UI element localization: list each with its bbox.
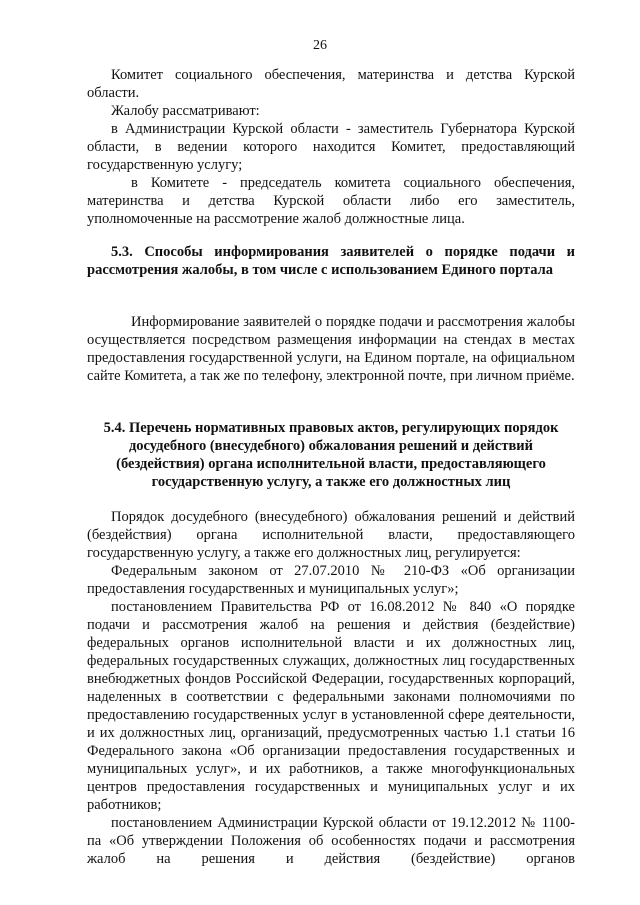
section-5-3-heading: 5.3. Способы информирования заявителей о порядке подачи и рассмотрения жалобы, в том числе с использованием Единого портала xyxy=(87,244,575,278)
section-5-3-body xyxy=(87,313,575,385)
section-5-3 xyxy=(87,243,575,279)
paragraph-informing: Информирование заявителей о порядке подачи и рассмотрения жалобы осуществляется посредством размещения информации на стендах в местах предоставления государственной услуги, на Едином портале, на официальном сайте Комитета, а так же по телефону, электронной почте, при личном приёме. xyxy=(87,314,575,384)
paragraph-committee-chair: в Комитете - председатель комитета социального обеспечения, материнства и детства Курской области либо его заместитель, уполномоченные на рассмотрение жалоб должностные лица. xyxy=(87,175,575,227)
intro-block xyxy=(87,66,575,228)
paragraph-administration: в Администрации Курской области - заместитель Губернатора Курской области, в ведении которого находится Комитет, предоставляющий государственную услугу; xyxy=(87,121,575,173)
paragraph-appeal-procedure: Порядок досудебного (внесудебного) обжалования решений и действий (бездействия) органа исполнительной власти, предоставляющего государственную услугу, а также его должностных лиц, регулируется: xyxy=(87,509,575,561)
paragraph-administration-decree: постановлением Администрации Курской области от 19.12.2012 № 1100-па «Об утверждении Положения об особенностях подачи и рассмотрения жалоб на решения и действия (бездействие) органов xyxy=(87,815,575,867)
section-5-4-body xyxy=(87,508,575,868)
paragraph-committee: Комитет социального обеспечения, материнства и детства Курской области. xyxy=(87,67,575,101)
section-5-4 xyxy=(87,419,575,491)
paragraph-government-decree: постановлением Правительства РФ от 16.08.2012 № 840 «О порядке подачи и рассмотрения жалоб на решения и действия (бездействие) федеральных органов исполнительной власти и их должностных лиц, федеральных государственных служащих, должностных лиц государственных внебюджетных фондов Российской Федерации, государственных корпораций, наделенных в соответствии с федеральными законами полномочиями по предоставлению государственных услуг в установленной сфере деятельности, и их должностных лиц, организаций, предусмотренных частью 1.1 статьи 16 Федерального закона «Об организации предоставления государственных и муниципальных услуг», и их работников, а также многофункциональных центров предоставления государственных и муниципальных услуг и их работников; xyxy=(87,599,575,813)
section-5-4-heading: 5.4. Перечень нормативных правовых актов, регулирующих порядок досудебного (внесудебного) обжалования решений и действий (бездействия) органа исполнительной власти, предоставляющего государственную услугу, а также его должностных лиц xyxy=(103,420,559,490)
paragraph-complaint-reviewers: Жалобу рассматривают: xyxy=(111,103,260,119)
paragraph-federal-law: Федеральным законом от 27.07.2010 № 210-ФЗ «Об организации предоставления государственных и муниципальных услуг»; xyxy=(87,563,575,597)
page-number: 26 xyxy=(313,38,327,53)
